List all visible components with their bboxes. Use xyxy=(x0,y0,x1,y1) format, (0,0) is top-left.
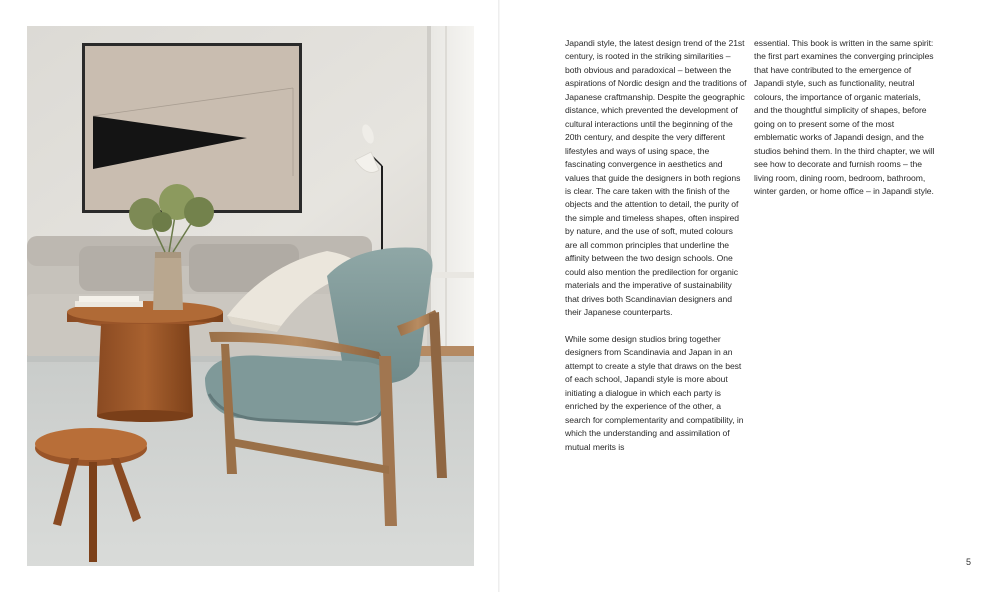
paragraph: Japandi style, the latest design trend of the 21st century, is rooted in the striking similarities – both obvious and paradoxical – between the aspirations of Nordic design and the traditions of Japanese craftmanship. Despite the geographic distance, which prevented the development of cultural interactions until the beginning of the 20th century, and despite the very different lifestyles and ways of using space, the fascinating convergence in aesthetics and values that guide the designers in both regions is clear. The care taken with the finish of the objects and the attention to detail, the purity of the simple and timeless shapes, often inspired by nature, and the use of soft, muted colours are all common principles that underline the affinity between the two design schools. One could also mention the predilection for organic materials and the imperative of sustainability that drives both Scandinavian designers and their Japanese counterparts. xyxy=(565,38,747,318)
text-column-2 xyxy=(754,37,936,212)
text-column-1 xyxy=(565,37,747,467)
paragraph: While some design studios bring together designers from Scandinavia and Japan in an attempt to create a style that draws on the best of each school, Japandi style is more about initiating a dialogue in which each party is enriched by the experience of the other, a search for complementarity and compatibility, in which the understanding and assimilation of mutual merits is xyxy=(565,333,744,452)
left-page xyxy=(0,0,499,592)
interior-photo xyxy=(27,26,474,566)
page-number: 5 xyxy=(966,557,972,567)
paragraph: essential. This book is written in the same spirit: the first part examines the converging principles that have contributed to the emergence of Japandi style, such as functionality, neutral colours, the importance of organic materials, and the thoughtful simplicity of shapes, before going on to present some of the most emblematic works of Japandi design, and the studios behind them. In the third chapter, we will see how to decorate and furnish rooms – the living room, dining room, bedroom, bathroom, winter garden, or home office – in Japandi style. xyxy=(754,38,935,196)
